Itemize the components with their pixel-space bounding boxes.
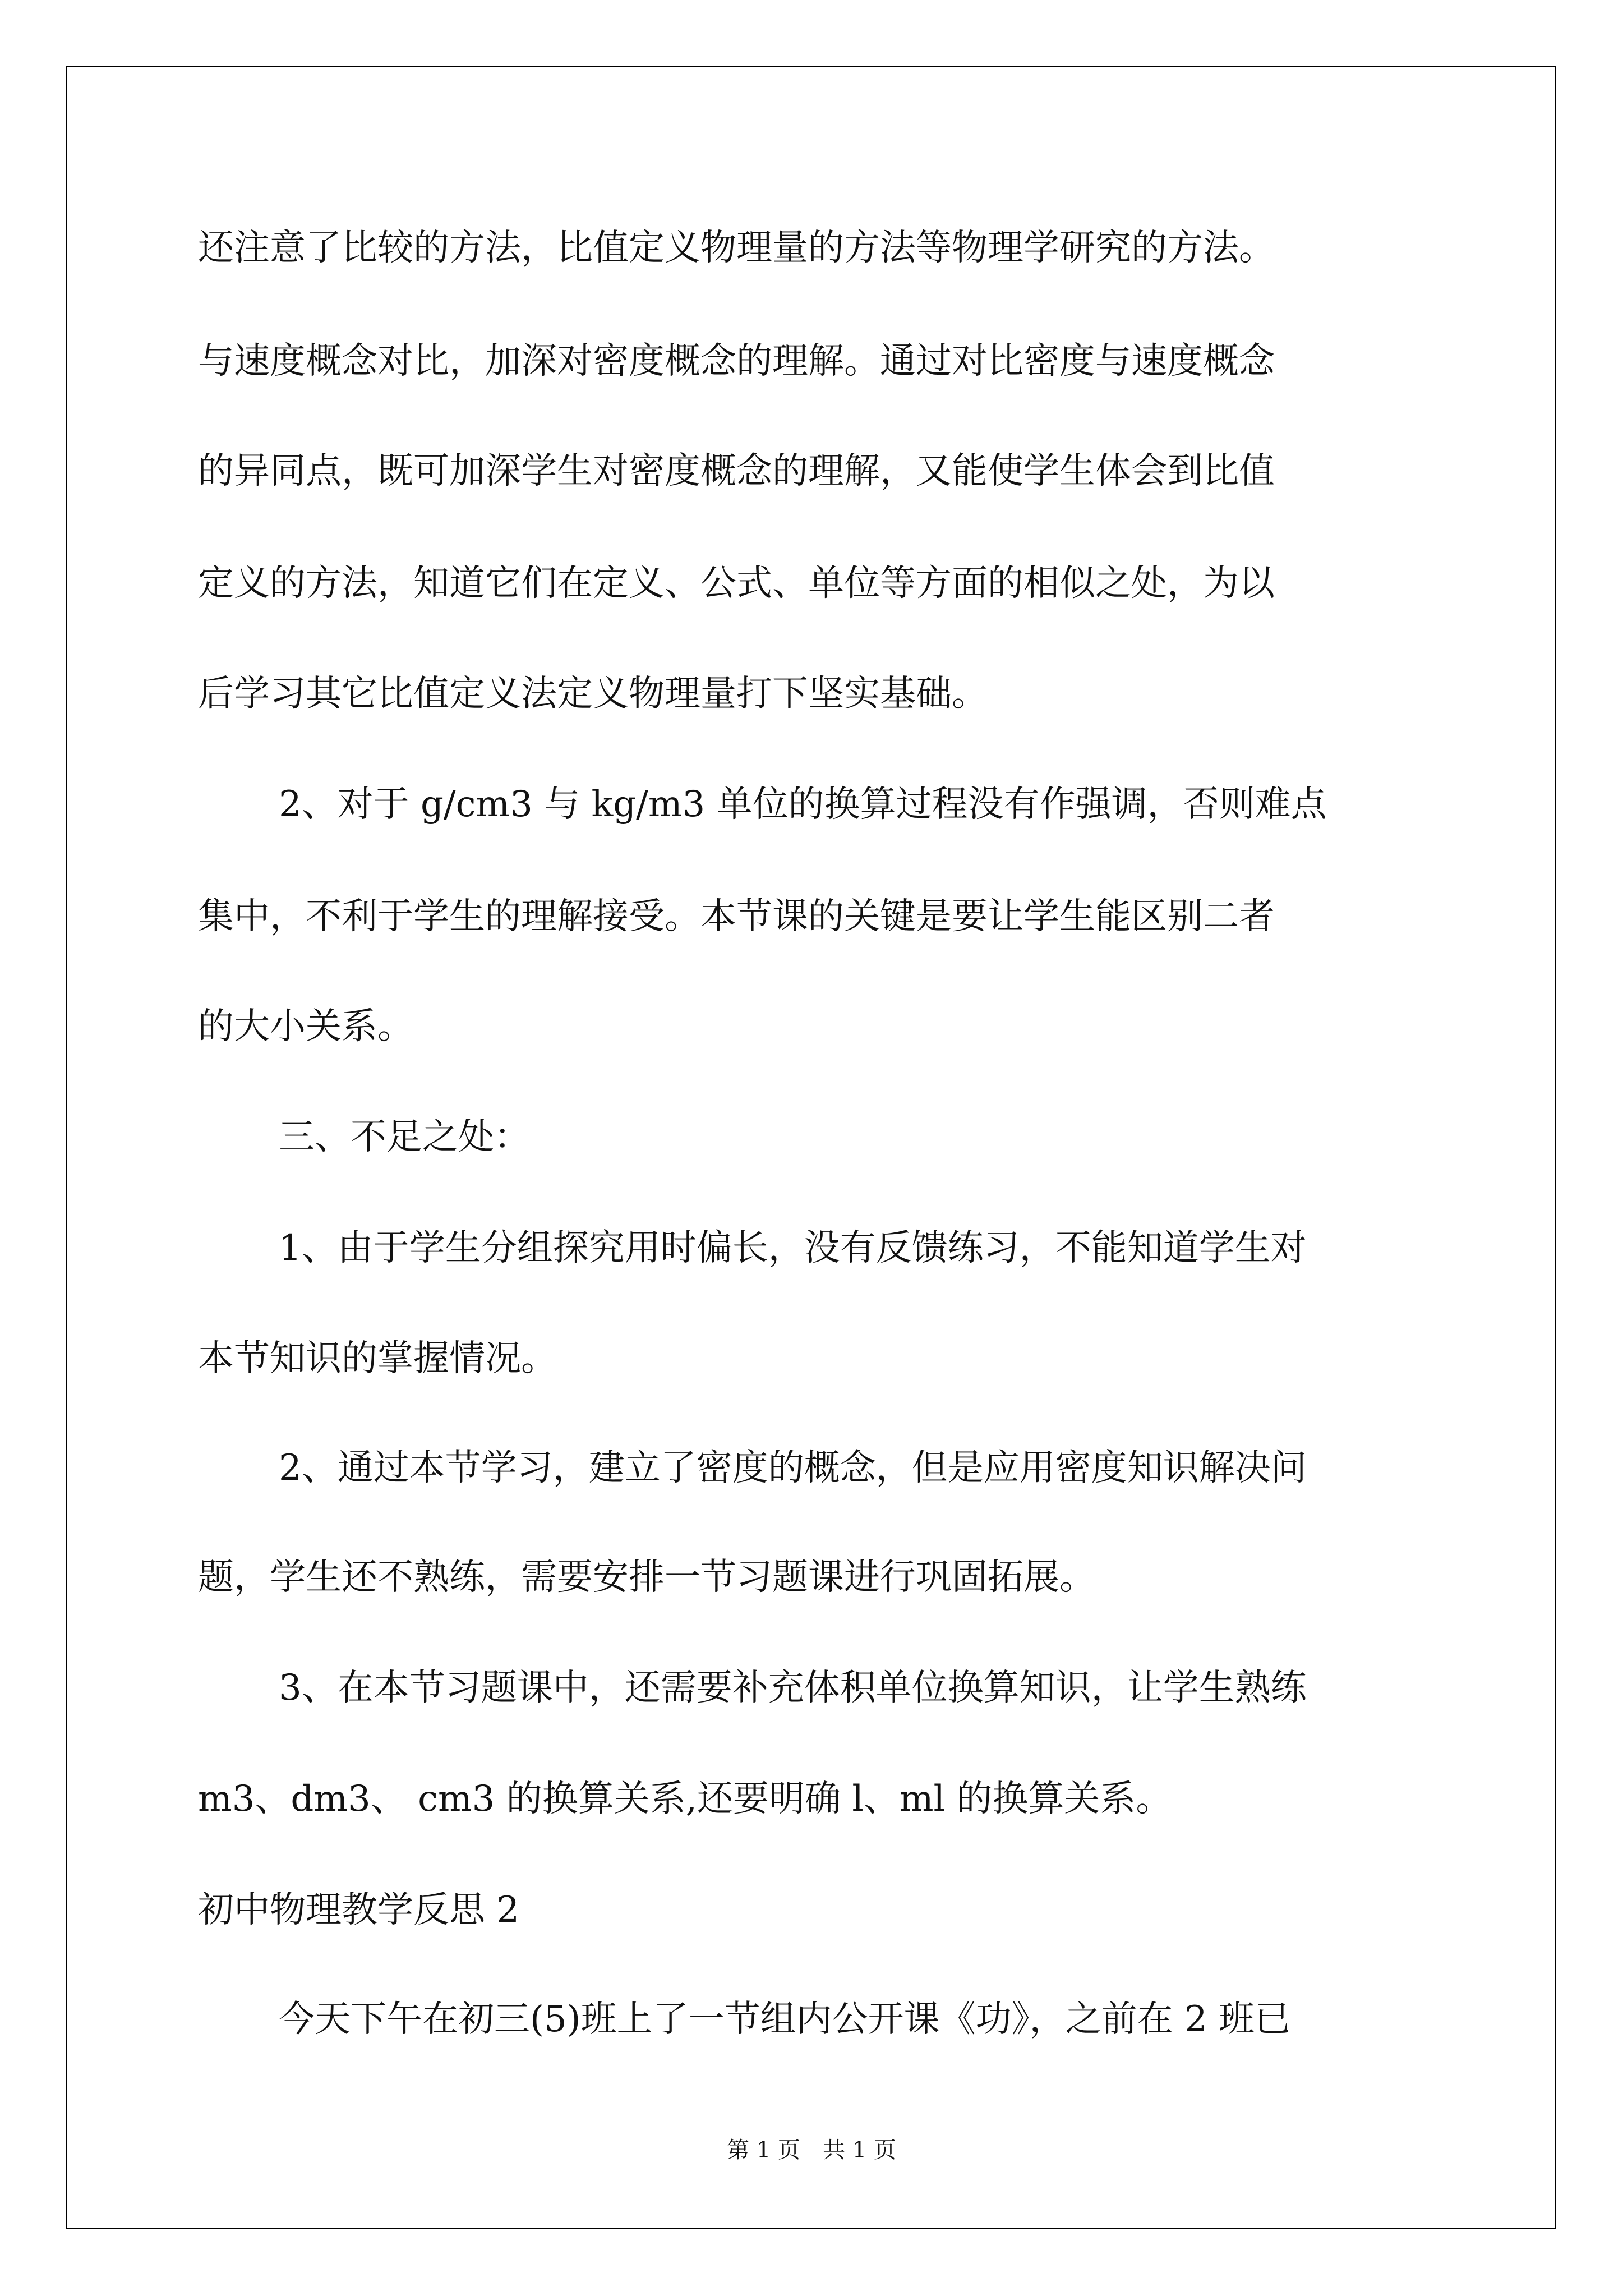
- text-line: 集中，不利于学生的理解接受。本节课的关键是要让学生能区别二者: [198, 896, 1275, 937]
- text-line: 后学习其它比值定义法定义物理量打下坚实基础。: [198, 673, 988, 715]
- page-footer: 第 1 页 共 1 页: [727, 2137, 896, 2163]
- text-line: 本节知识的掌握情况。: [198, 1338, 557, 1379]
- document-title: 初中物理教学反思 2: [198, 1889, 520, 1931]
- text-line: 的大小关系。: [198, 1006, 413, 1047]
- text-line: 题，学生还不熟练，需要安排一节习题课进行巩固拓展。: [198, 1557, 1095, 1598]
- section-heading: 三、不足之处：: [279, 1116, 530, 1158]
- text-line: 1、由于学生分组探究用时偏长，没有反馈练习，不能知道学生对: [279, 1227, 1307, 1269]
- text-line: 还注意了比较的方法，比值定义物理量的方法等物理学研究的方法。: [198, 227, 1275, 269]
- text-line: 2、通过本节学习，建立了密度的概念，但是应用密度知识解决问: [279, 1447, 1307, 1489]
- text-line: 的异同点，既可加深学生对密度概念的理解，又能使学生体会到比值: [198, 450, 1275, 492]
- text-line: 3、在本节习题课中，还需要补充体积单位换算知识，让学生熟练: [279, 1667, 1307, 1709]
- text-line: 定义的方法，知道它们在定义、公式、单位等方面的相似之处，为以: [198, 563, 1275, 604]
- text-line: 2、对于 g/cm3 与 kg/m3 单位的换算过程没有作强调，否则难点: [279, 784, 1327, 825]
- text-line: m3、dm3、 cm3 的换算关系,还要明确 l、ml 的换算关系。: [198, 1778, 1172, 1820]
- text-line: 与速度概念对比，加深对密度概念的理解。通过对比密度与速度概念: [198, 341, 1275, 382]
- text-line: 今天下午在初三(5)班上了一节组内公开课《功》，之前在 2 班已: [279, 1999, 1291, 2040]
